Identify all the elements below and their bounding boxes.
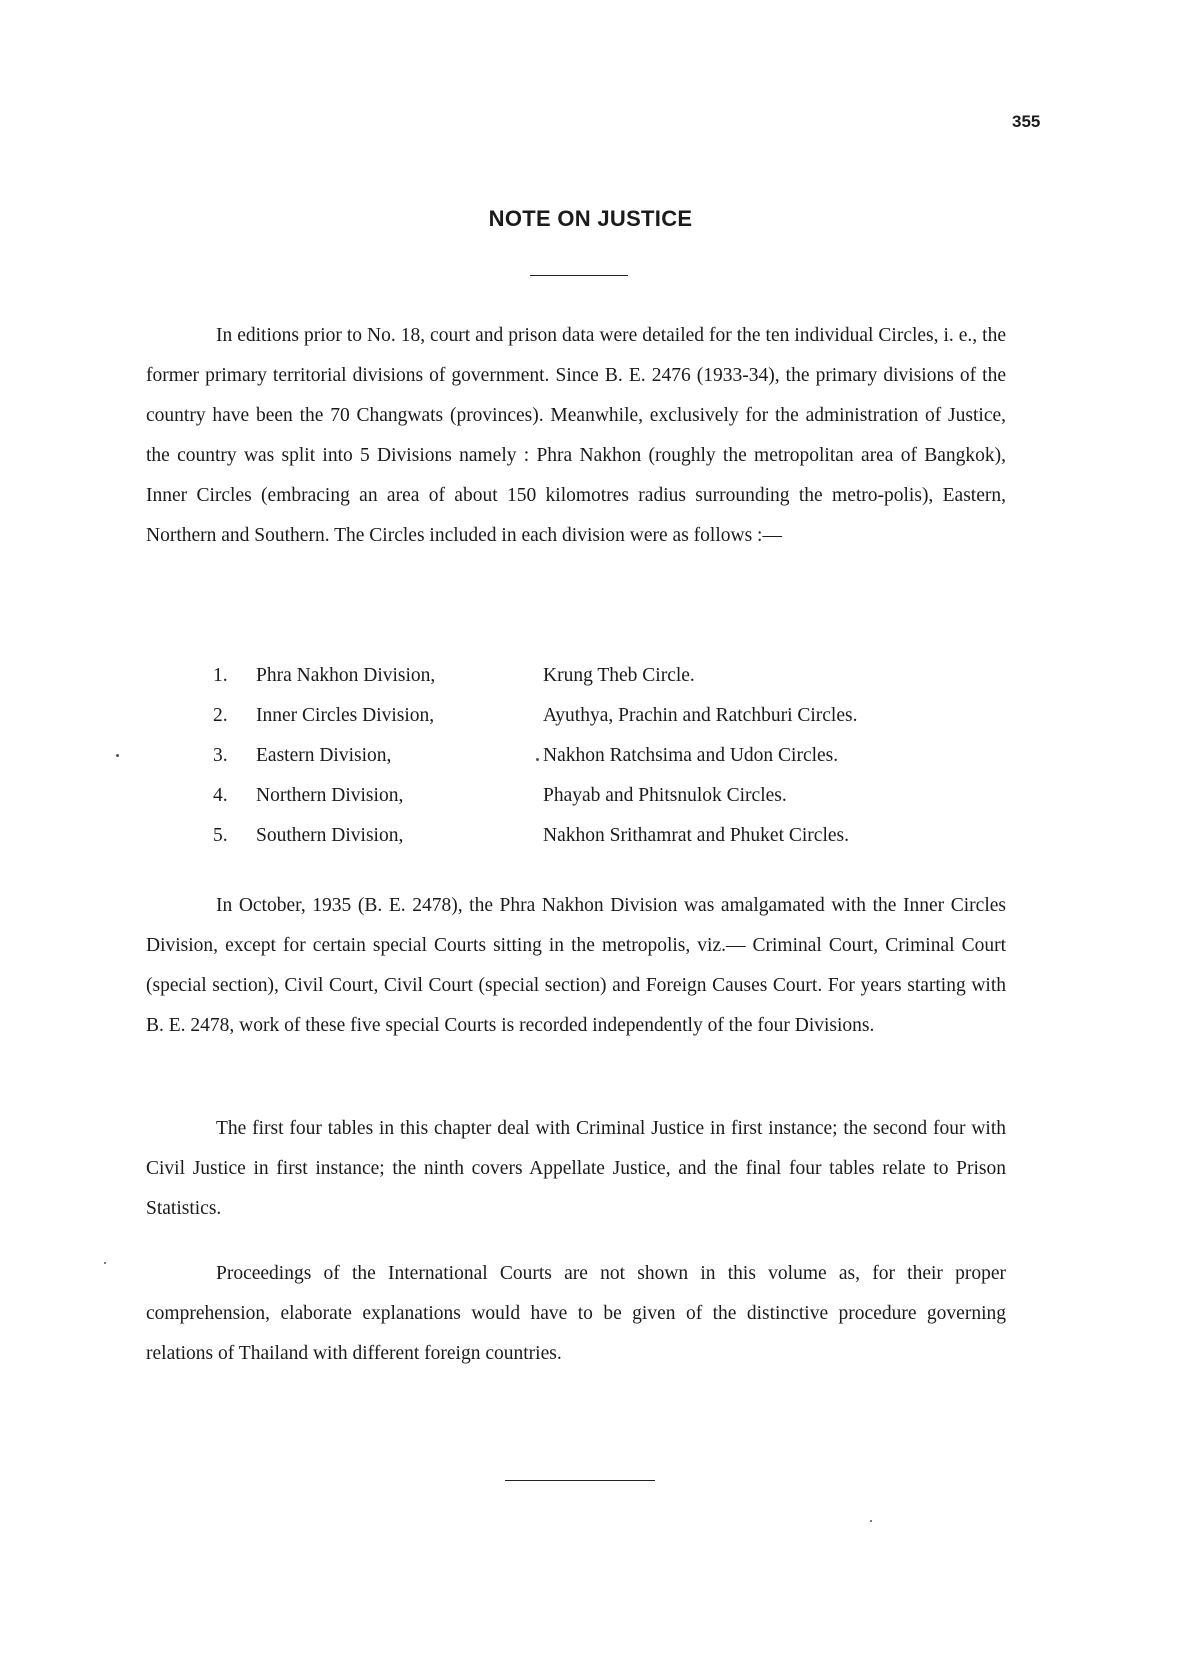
division-name: Southern Division, — [256, 825, 404, 846]
division-name: Phra Nakhon Division, — [256, 665, 436, 686]
division-circles: Nakhon Ratchsima and Udon Circles. — [543, 745, 839, 766]
scan-speck — [104, 1262, 106, 1264]
tables-paragraph: The first four tables in this chapter deal with Criminal Justice in first instance; the second four with Civil Justice in first instance; the ninth covers Appellate Justice, and the final four tables relate to Prison Statistics. — [146, 1118, 1006, 1219]
amalgamation-paragraph: In October, 1935 (B. E. 2478), the Phra Nakhon Division was amalgamated with the Inner Circles Division, except for certain special Courts sitting in the metropolis, viz.— Criminal Court, Criminal Court (special section), Civil Court, Civil Court (special section) and Foreign Causes Court. For years starting with B. E. 2478, work of these five special Courts is recorded independently of the four Divisions. — [146, 895, 1006, 1036]
list-item — [208, 656, 988, 696]
division-number: 2. — [213, 705, 228, 726]
scan-speck — [870, 1520, 872, 1522]
scan-speck — [116, 754, 119, 757]
end-divider — [505, 1480, 655, 1481]
scan-speck — [536, 758, 539, 761]
division-number: 5. — [213, 825, 228, 846]
division-circles: Krung Theb Circle. — [543, 665, 695, 686]
division-number: 4. — [213, 785, 228, 806]
list-item — [208, 776, 988, 816]
division-circles: Nakhon Srithamrat and Phuket Circles. — [543, 825, 849, 846]
list-item — [208, 696, 988, 736]
division-name: Northern Division, — [256, 785, 404, 806]
divisions-list — [208, 656, 988, 856]
page-number: 355 — [1012, 112, 1041, 131]
division-circles: Ayuthya, Prachin and Ratchburi Circles. — [543, 705, 858, 726]
list-item — [208, 736, 988, 776]
division-name: Eastern Division, — [256, 745, 392, 766]
division-circles: Phayab and Phitsnulok Circles. — [543, 785, 787, 806]
intro-paragraph: In editions prior to No. 18, court and prison data were detailed for the ten individual Circles, i. e., the former primary territorial divisions of government. Since B. E. 2476 (1933-34), the primary divisions of the country have been the 70 Changwats (provinces). Meanwhile, exclusively for the administration of Justice, the country was split into 5 Divisions namely : Phra Nakhon (roughly the metropolitan area of Bangkok), Inner Circles (embracing an area of about 150 kilomotres radius surrounding the metro-polis), Eastern, Northern and Southern. The Circles included in each division were as follows :— — [146, 325, 1006, 546]
page-title: NOTE ON JUSTICE — [488, 206, 693, 231]
division-number: 3. — [213, 745, 228, 766]
list-item — [208, 816, 988, 856]
division-name: Inner Circles Division, — [256, 705, 435, 726]
title-divider — [530, 275, 628, 276]
division-number: 1. — [213, 665, 228, 686]
international-courts-paragraph: Proceedings of the International Courts are not shown in this volume as, for their proper comprehension, elaborate explanations would have to be given of the distinctive procedure governing relations of Thailand with different foreign countries. — [146, 1263, 1006, 1364]
